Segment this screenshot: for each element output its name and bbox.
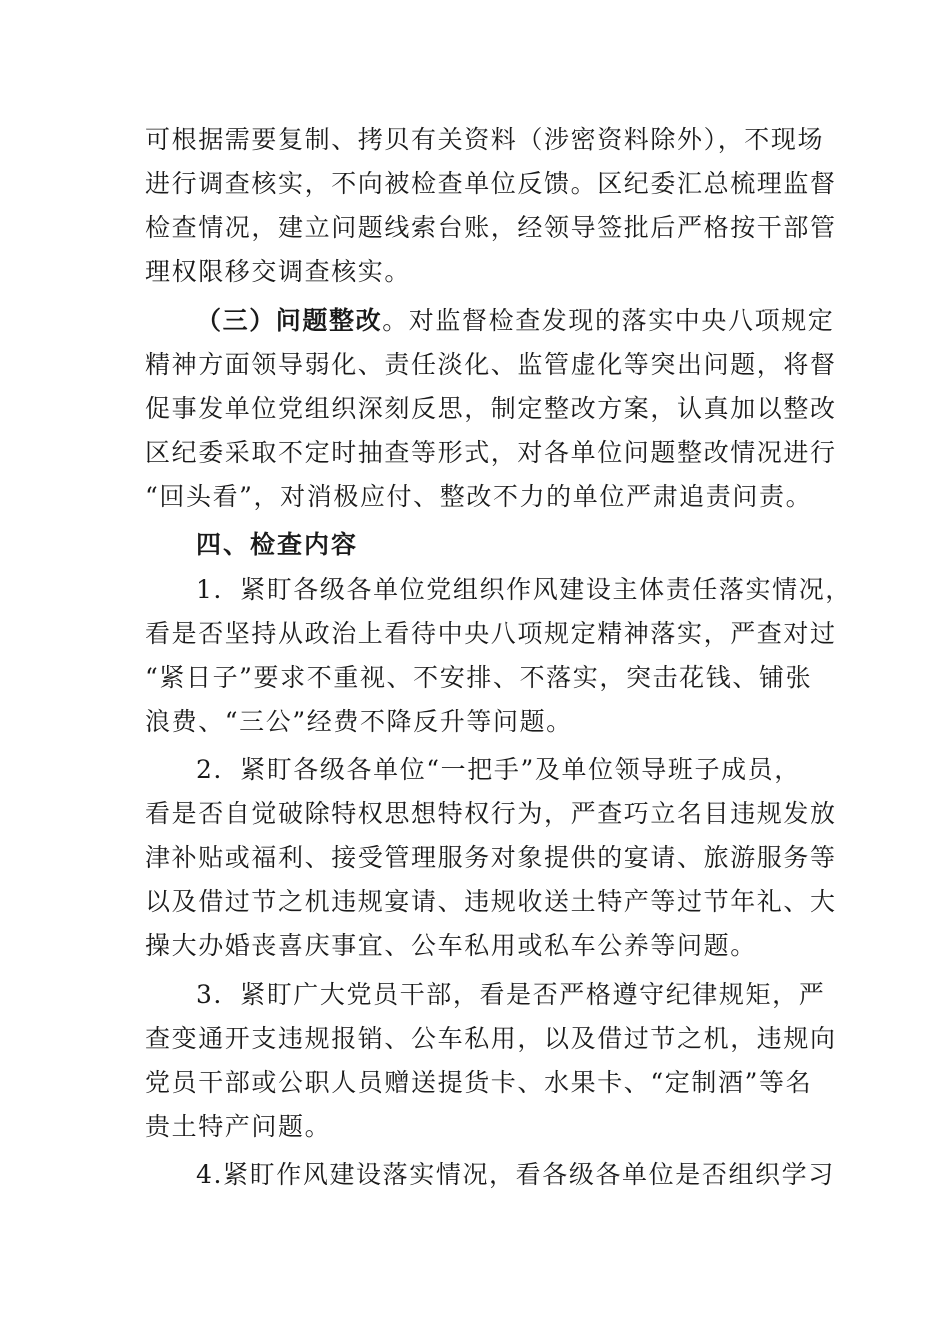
paragraph-line: 查变通开支违规报销、公车私用，以及借过节之机，违规向 xyxy=(145,1024,837,1053)
paragraph-line: “回头看”，对消极应付、整改不力的单位严肃追责问责。 xyxy=(145,482,813,511)
paragraph-line: 促事发单位党组织深刻反思，制定整改方案，认真加以整改 xyxy=(145,394,837,423)
paragraph-line: 看是否坚持从政治上看待中央八项规定精神落实，严查对过 xyxy=(145,619,837,648)
paragraph-line: 操大办婚丧喜庆事宜、公车私用或私车公养等问题。 xyxy=(145,931,757,960)
paragraph-line: 检查情况，建立问题线索台账，经领导签批后严格按干部管 xyxy=(145,213,837,242)
section-paragraph-first-line xyxy=(196,306,834,336)
paragraph-line: 进行调查核实，不向被检查单位反馈。区纪委汇总梳理监督 xyxy=(145,169,837,198)
paragraph-line: 贵土特产问题。 xyxy=(145,1112,332,1141)
paragraph-line: 3．紧盯广大党员干部，看是否严格遵守纪律规矩，严 xyxy=(196,980,826,1009)
paragraph-line: 党员干部或公职人员赠送提货卡、水果卡、“定制酒”等名 xyxy=(145,1068,813,1097)
paragraph-line: 以及借过节之机违规宴请、违规收送土特产等过节年礼、大 xyxy=(145,887,837,916)
paragraph-line: 2．紧盯各级各单位“一把手”及单位领导班子成员， xyxy=(196,755,801,784)
paragraph-line: 浪费、“三公”经费不降反升等问题。 xyxy=(145,707,573,736)
paragraph-line: 精神方面领导弱化、责任淡化、监管虚化等突出问题，将督 xyxy=(145,350,837,379)
paragraph-line: 1．紧盯各级各单位党组织作风建设主体责任落实情况， xyxy=(196,575,852,604)
section-heading: 四、检查内容 xyxy=(196,530,359,559)
paragraph-text: 。对监督检查发现的落实中央八项规定 xyxy=(382,306,835,335)
paragraph-line: 4.紧盯作风建设落实情况，看各级各单位是否组织学习 xyxy=(196,1160,835,1189)
paragraph-line: 区纪委采取不定时抽查等形式，对各单位问题整改情况进行 xyxy=(145,438,837,467)
paragraph-line: 津补贴或福利、接受管理服务对象提供的宴请、旅游服务等 xyxy=(145,843,837,872)
paragraph-line: 理权限移交调查核实。 xyxy=(145,257,412,286)
paragraph-line: 看是否自觉破除特权思想特权行为，严查巧立名目违规发放 xyxy=(145,799,837,828)
paragraph-line: “紧日子”要求不重视、不安排、不落实，突击花钱、铺张 xyxy=(145,663,813,692)
subsection-title: （三）问题整改 xyxy=(196,306,383,335)
paragraph-line: 可根据需要复制、拷贝有关资料（涉密资料除外），不现场 xyxy=(145,125,825,154)
